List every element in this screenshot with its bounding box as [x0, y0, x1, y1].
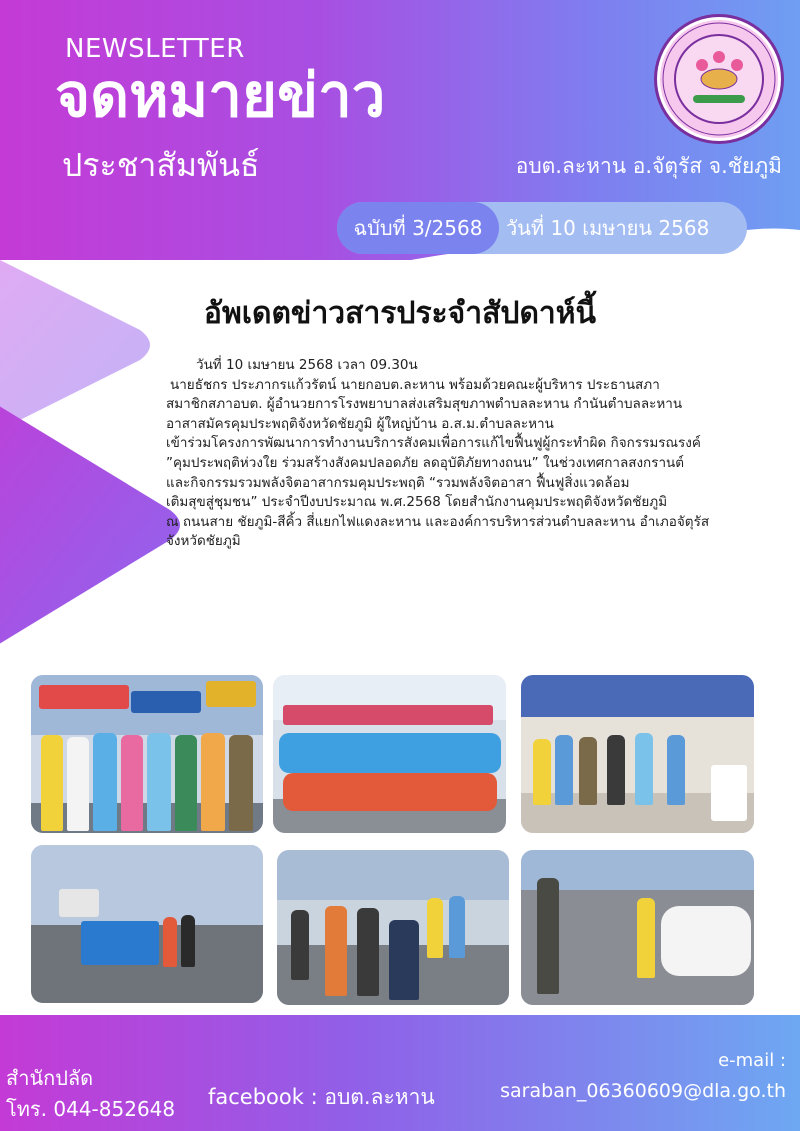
- event-photo: [521, 850, 754, 1005]
- event-photo: [273, 675, 506, 833]
- organization-name: อบต.ละหาน อ.จัตุรัส จ.ชัยภูมิ: [515, 154, 782, 178]
- article-dateline: วันที่ 10 เมษายน 2568 เวลา 09.30น: [196, 357, 418, 373]
- newsletter-label: NEWSLETTER: [65, 34, 245, 64]
- event-photo: [521, 675, 754, 833]
- event-photo: [31, 675, 263, 833]
- article-line: เข้าร่วมโครงการพัฒนาการทำงานบริการสังคมเพื่อการแก้ไขฟื้นฟูผู้กระทำผิด กิจกรรมรณรงค์: [166, 435, 701, 452]
- article-headline: อัพเดตข่าวสารประจำสัปดาห์นี้: [203, 296, 597, 331]
- footer-email: saraban_06360609@dla.go.th: [500, 1080, 786, 1102]
- footer-email-label: e-mail :: [718, 1050, 786, 1071]
- issue-date: วันที่ 10 เมษายน 2568: [506, 216, 710, 240]
- article-line: และกิจกรรมรวมพลังจิตอาสากรมคุมประพฤติ “รวมพลังจิตอาสา ฟื้นฟูสิ่งแวดล้อม: [166, 474, 630, 491]
- event-photo: [277, 850, 509, 1005]
- footer-office: สำนักปลัด: [6, 1066, 94, 1090]
- article-line: นายธัชกร ประภากรแก้วรัตน์ นายกอบต.ละหาน พร้อมด้วยคณะผู้บริหาร ประธานสภา: [170, 376, 660, 393]
- article-line: ณ ถนนสาย ชัยภูมิ-สีคิ้ว สี่แยกไฟแดงละหาน และองค์การบริหารส่วนตำบลละหาน อำเภอจัตุรัส: [166, 513, 710, 530]
- newsletter-title: จดหมายข่าว: [55, 61, 386, 131]
- article-line: เติมสุขสู่ชุมชน” ประจำปีงบประมาณ พ.ศ.2568 โดยสำนักงานคุมประพฤติจังหวัดชัยภูมิ: [166, 494, 668, 511]
- newsletter-subtitle: ประชาสัมพันธ์: [62, 146, 260, 184]
- event-photo: [31, 845, 263, 1003]
- article-line: ”คุมประพฤติห่วงใย ร่วมสร้างสังคมปลอดภัย ลดอุบัติภัยทางถนน” ในช่วงเทศกาลสงกรานต์: [166, 454, 685, 471]
- footer-phone: โทร. 044-852648: [6, 1097, 176, 1121]
- article-line: สมาชิกสภาอบต. ผู้อำนวยการโรงพยาบาลส่งเสริมสุขภาพตำบลละหาน กำนันตำบลละหาน: [166, 396, 683, 413]
- article-body: [166, 356, 766, 552]
- organization-seal-icon: [654, 14, 784, 144]
- article-line: อาสาสมัครคุมประพฤติจังหวัดชัยภูมิ ผู้ใหญ่บ้าน อ.ส.ม.ตำบลละหาน: [166, 415, 554, 432]
- footer-facebook: facebook : อบต.ละหาน: [208, 1085, 435, 1109]
- article-line: จังหวัดชัยภูมิ: [166, 533, 241, 550]
- photo-grid: [31, 675, 771, 1005]
- issue-number: ฉบับที่ 3/2568: [337, 202, 499, 254]
